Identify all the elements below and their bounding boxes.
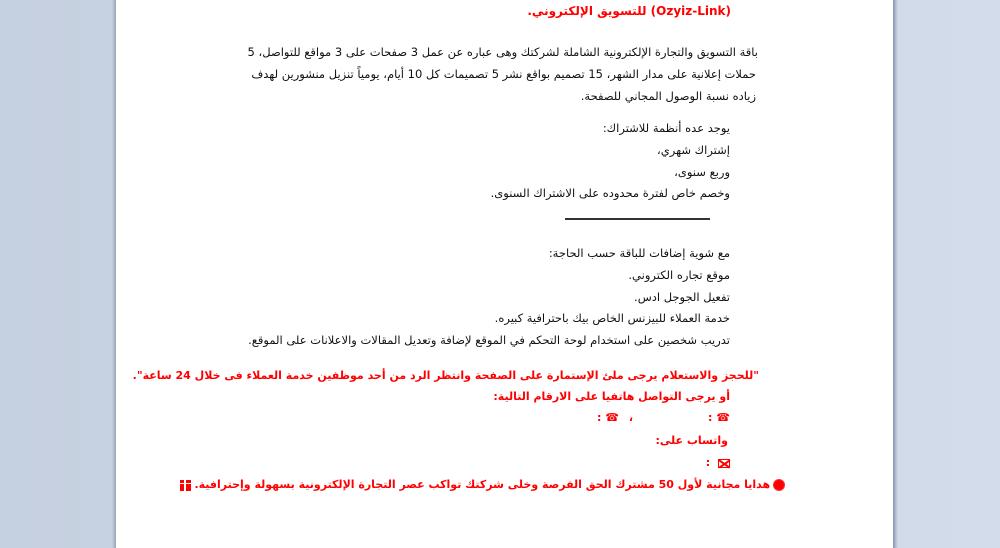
phone-1-label: : [708,411,713,424]
phone-row-2 [597,411,633,424]
gift-icon [180,480,191,491]
whatsapp-label: واتساب على: [655,434,728,447]
burst-icon [774,480,784,490]
phone-2-label: : [597,411,602,424]
addon-item: تفعيل الجوجل ادس. [634,290,730,304]
offer-line [180,478,784,491]
phone-icon: ☎ [716,411,730,424]
subscription-item: وخصم خاص لفترة محدوده على الاشتراك السنوى. [490,186,730,200]
subscription-heading: يوجد عده أنظمة للاشتراك: [602,121,730,135]
phone-separator: ، [628,411,633,424]
subscription-item: إشتراك شهري، [657,143,730,157]
envelope-icon [718,459,730,468]
subscription-item: وربع سنوى، [674,165,730,179]
booking-note: "للحجز والاستعلام يرجى ملئ الإستمارة على الصفحة وانتظر الرد من أحد موظفين خدمة العملاء فى خلال 24 ساعة". [132,369,759,382]
intro-line-3: زياده نسبة الوصول المجاني للصفحة. [580,89,756,103]
horizontal-divider [565,218,710,220]
document-page [116,0,893,548]
addon-item: خدمة العملاء للبيزنس الخاص بيك باحترافية كبيره. [494,311,730,325]
page-shadow-right [893,0,898,548]
intro-line-1: باقة التسويق والتجارة الإلكترونية الشاملة لشركتك وهى عباره عن عمل 3 صفحات على 3 مواقع للتواصل، 5 [247,45,758,59]
phone-row-1 [708,411,730,424]
addon-item: تدريب شخصين على استخدام لوحة التحكم في الموقع لإضافة وتعديل المقالات والاعلانات على الموقع. [248,333,730,347]
email-row [706,456,730,469]
intro-line-2: حملات إعلانية على مدار الشهر، 15 تصميم بواقع نشر 5 تصميمات كل 10 أيام، يومياً تنزيل منشورين لهدف [251,67,756,81]
addons-heading: مع شوية إضافات للباقة حسب الحاجة: [548,246,730,260]
email-label: : [705,456,711,469]
phone-note: أو يرجى التواصل هاتفيا على الارقام التالية: [493,390,730,403]
addon-item: موقع تجاره الكتروني. [628,268,730,282]
offer-text: هدايا مجانية لأول 50 مشترك الحق الفرصة وخلى شركتك تواكب عصر التجارة الإلكترونية بسهولة وإحترافية. [194,478,771,491]
phone-icon: ☎ [605,411,619,424]
document-title-line: (Ozyiz-Link) للتسويق الإلكتروني. [527,4,731,18]
